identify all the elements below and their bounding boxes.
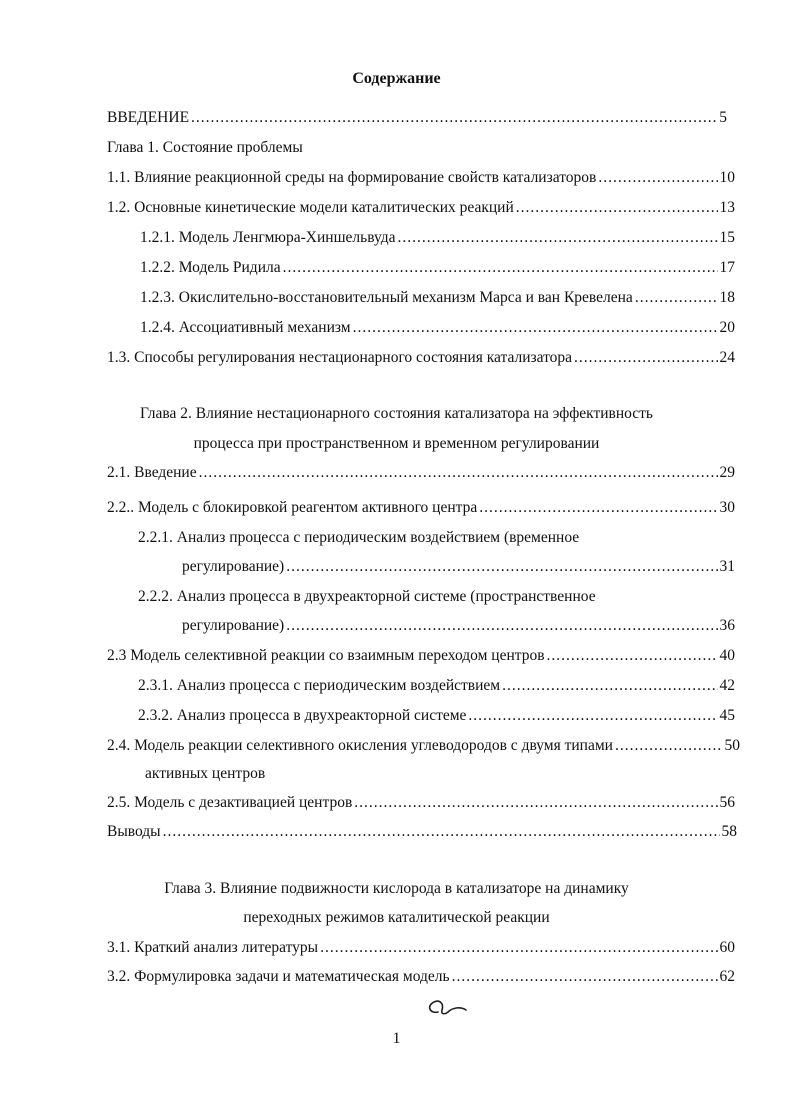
toc-leader — [191, 108, 717, 128]
chapter-2-heading-line1: Глава 2. Влияние нестационарного состояния катализатора на эффективность — [139, 405, 653, 422]
handwritten-mark-icon — [420, 992, 480, 1022]
toc-page: 30 — [719, 499, 735, 516]
toc-leader — [598, 168, 717, 188]
toc-label: Выводы — [107, 823, 161, 840]
chapter-3-heading-line2: переходных режимов каталитической реакции — [243, 909, 550, 926]
toc-page: 62 — [719, 968, 735, 985]
toc-entry-2-4 — [107, 736, 740, 756]
toc-entry-1-2-3 — [140, 288, 735, 308]
toc-leader — [479, 498, 717, 518]
toc-label: 1.2.1. Модель Ленгмюра-Хиншельвуда — [140, 229, 396, 246]
toc-entry-1-3 — [107, 348, 735, 368]
toc-page: 58 — [721, 823, 737, 840]
toc-page: 5 — [719, 109, 727, 126]
toc-page: 56 — [719, 794, 735, 811]
toc-leader — [286, 557, 717, 577]
toc-leader — [547, 646, 718, 666]
toc-entry-conclusions — [107, 822, 737, 842]
toc-entry-2-4-line2: активных центров — [145, 765, 266, 782]
toc-label: 1.2.3. Окислительно-восстановительный механизм Марса и ван Кревелена — [140, 289, 633, 306]
toc-label: 1.2. Основные кинетические модели каталитических реакций — [107, 199, 514, 216]
toc-leader — [353, 318, 718, 338]
toc-entry-2-3-2 — [138, 706, 735, 726]
toc-label: 1.3. Способы регулирования нестационарного состояния катализатора — [107, 349, 573, 366]
toc-leader — [516, 198, 718, 218]
toc-entry-1-2-2 — [140, 258, 735, 278]
toc-label: 2.4. Модель реакции селективного окисления углеводородов с двумя типами — [107, 737, 613, 754]
toc-entry-1-2-4 — [140, 318, 735, 338]
toc-label: 2.5. Модель с дезактивацией центров — [107, 794, 353, 811]
toc-leader — [283, 258, 718, 278]
toc-leader — [199, 463, 718, 483]
toc-leader — [320, 938, 717, 958]
toc-label: регулирование) — [182, 617, 285, 634]
toc-page: 13 — [719, 199, 735, 216]
toc-page: 45 — [719, 707, 735, 724]
toc-entry-2-1 — [107, 463, 735, 483]
toc-leader — [635, 288, 718, 308]
toc-page: 50 — [724, 737, 740, 754]
toc-label: 2.1. Введение — [107, 464, 197, 481]
toc-entry-2-2-2-line1: 2.2.2. Анализ процесса в двухреакторной системе (пространственное — [138, 588, 596, 605]
toc-leader — [502, 676, 717, 696]
toc-entry-2-2-1 — [182, 557, 735, 577]
toc-label: 1.1. Влияние реакционной среды на формирование свойств катализаторов — [107, 169, 597, 186]
toc-leader — [354, 793, 717, 813]
toc-leader — [286, 616, 717, 636]
toc-entry-2-2-1-line1: 2.2.1. Анализ процесса с периодическим воздействием (временное — [138, 529, 580, 546]
chapter-2-heading-line2: процесса при пространственном и временном регулировании — [193, 435, 600, 452]
toc-entry-2-3-1 — [138, 676, 735, 696]
toc-page: 24 — [719, 349, 735, 366]
toc-page: 36 — [719, 617, 735, 634]
toc-label: ВВЕДЕНИЕ — [107, 109, 190, 126]
toc-entry-3-2 — [107, 967, 735, 987]
toc-leader — [163, 822, 720, 842]
toc-label: 2.3.2. Анализ процесса в двухреакторной системе — [138, 707, 467, 724]
toc-entry-2-2-2 — [182, 616, 735, 636]
toc-entry-2-5 — [107, 793, 735, 813]
toc-leader — [398, 228, 718, 248]
toc-label: 3.2. Формулировка задачи и математическая модель — [107, 968, 450, 985]
toc-entry-intro — [107, 108, 727, 128]
toc-page: 40 — [719, 647, 735, 664]
toc-label: регулирование) — [182, 558, 285, 575]
toc-entry-1-1 — [107, 168, 735, 188]
toc-page: 18 — [719, 289, 735, 306]
toc-leader — [615, 736, 723, 756]
toc-page: 20 — [719, 319, 735, 336]
toc-label: 1.2.2. Модель Ридила — [140, 259, 281, 276]
page-number: 1 — [392, 1030, 401, 1047]
chapter-1-heading: Глава 1. Состояние проблемы — [107, 139, 303, 156]
toc-entry-2-3 — [107, 646, 735, 666]
toc-leader — [468, 706, 717, 726]
toc-page: 29 — [719, 464, 735, 481]
toc-entry-1-2-1 — [140, 228, 735, 248]
toc-page: 42 — [719, 677, 735, 694]
toc-page: 17 — [719, 259, 735, 276]
toc-entry-1-2 — [107, 198, 735, 218]
toc-page: 31 — [719, 558, 735, 575]
toc-entry-3-1 — [107, 938, 735, 958]
toc-page: 60 — [719, 939, 735, 956]
toc-entry-2-2 — [107, 498, 735, 518]
toc-page: 15 — [719, 229, 735, 246]
toc-label: 2.2.. Модель с блокировкой реагентом активного центра — [107, 499, 478, 516]
toc-label: 2.3.1. Анализ процесса с периодическим воздействием — [138, 677, 501, 694]
toc-label: 1.2.4. Ассоциативный механизм — [140, 319, 351, 336]
toc-label: 2.3 Модель селективной реакции со взаимным переходом центров — [107, 647, 545, 664]
toc-leader — [452, 967, 718, 987]
page-title: Содержание — [352, 70, 441, 87]
chapter-3-heading-line1: Глава 3. Влияние подвижности кислорода в катализаторе на динамику — [164, 880, 629, 897]
toc-page: 10 — [719, 169, 735, 186]
toc-leader — [574, 348, 717, 368]
toc-label: 3.1. Краткий анализ литературы — [107, 939, 319, 956]
